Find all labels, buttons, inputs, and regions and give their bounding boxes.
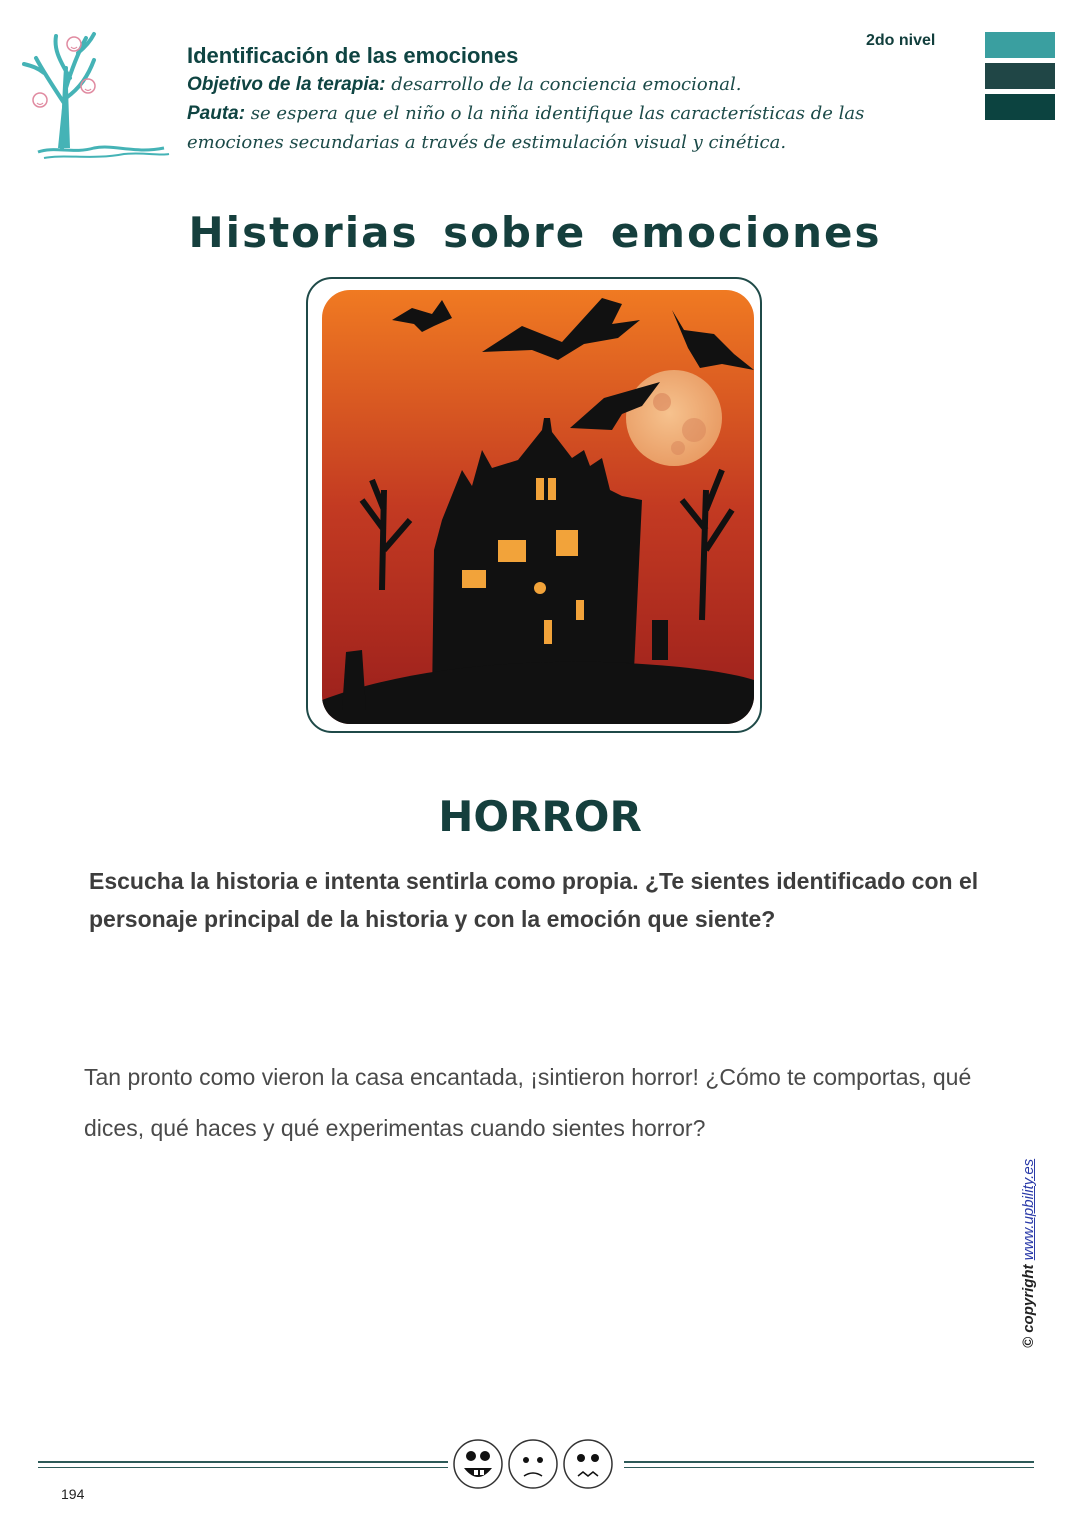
page-title: Historias sobre emociones <box>188 208 882 257</box>
level-swatch-3 <box>985 94 1055 120</box>
copyright-label: © copyright <box>1020 1264 1037 1348</box>
objective-text: desarrollo de la conciencia emocional. <box>385 74 742 95</box>
instruction-text: Escucha la historia e intenta sentirla como propia. ¿Te sientes identificado con el personaje principal de la historia y con la emoción que siente? <box>89 868 979 932</box>
footer-divider-right-thin <box>624 1467 1034 1468</box>
footer-divider-right <box>624 1461 1034 1463</box>
level-swatch-1 <box>985 32 1055 58</box>
tree-logo-icon <box>14 28 174 163</box>
guideline-text: se espera que el niño o la niña identifique las características de las emociones secundarias a través de estimulación visual y cinética. <box>187 103 865 153</box>
copyright-link[interactable]: www.upbility.es <box>1020 1158 1037 1261</box>
emotion-title: HORROR <box>438 792 642 841</box>
footer-divider-left-thin <box>38 1467 448 1468</box>
section-title: Identificación de las emociones <box>187 43 519 68</box>
emotion-faces-icon <box>452 1436 614 1492</box>
level-swatch-2 <box>985 63 1055 89</box>
footer-divider-left <box>38 1461 448 1463</box>
header-block <box>187 42 947 157</box>
haunted-house-icon <box>322 290 754 724</box>
objective-label: Objetivo de la terapia: <box>187 74 386 95</box>
objective-line <box>187 70 947 99</box>
page-number: 194 <box>61 1486 85 1502</box>
copyright-text <box>1020 1143 1037 1348</box>
story-text: Tan pronto como vieron la casa encantada, ¡sintieron horror! ¿Cómo te comportas, qué dices, qué haces y qué experimentas cuando sientes horror? <box>84 1064 972 1141</box>
guideline-line <box>187 99 947 157</box>
level-badge: 2do nivel <box>866 32 936 49</box>
guideline-label: Pauta: <box>187 103 246 124</box>
